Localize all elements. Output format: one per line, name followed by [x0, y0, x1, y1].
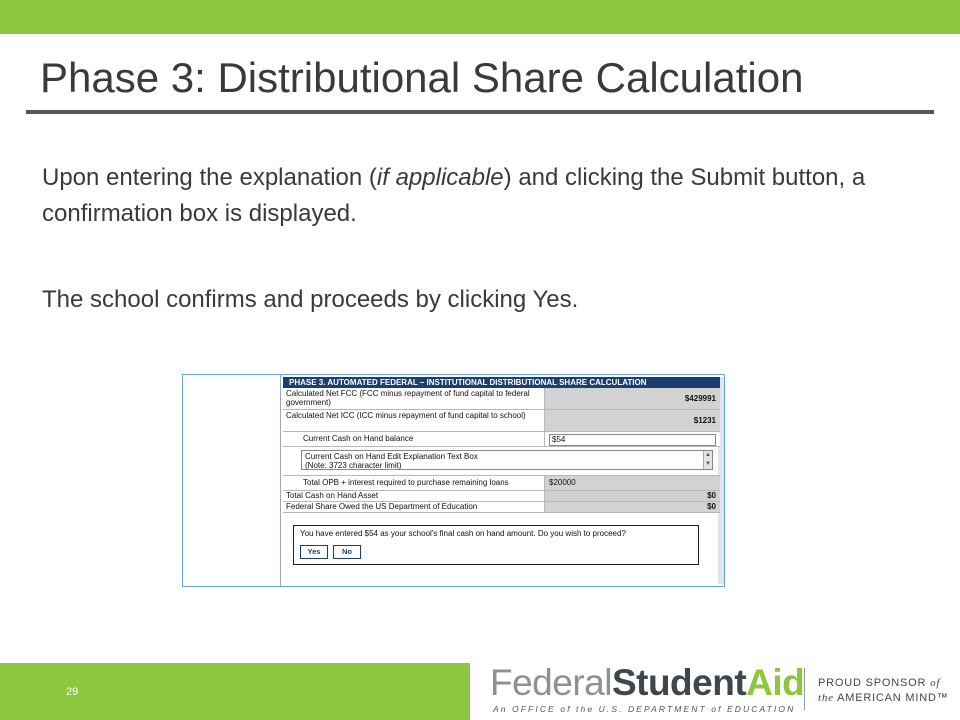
logo-divider — [804, 668, 805, 710]
cash-on-hand-label: Current Cash on Hand balance — [283, 432, 545, 446]
explanation-row — [283, 447, 720, 476]
textarea-line-2: (Note: 3723 character limit) — [305, 461, 402, 470]
total-cash-label: Total Cash on Hand Asset — [283, 491, 545, 501]
no-button[interactable]: No — [333, 545, 361, 559]
net-icc-label: Calculated Net ICC (ICC minus repayment of fund capital to school) — [283, 410, 545, 431]
table-row — [283, 410, 720, 432]
federal-share-value: $0 — [545, 502, 720, 512]
federal-student-aid-logo — [490, 660, 960, 720]
table-row — [283, 476, 720, 491]
table-row — [283, 432, 720, 447]
yes-button[interactable]: Yes — [300, 545, 328, 559]
calculation-table — [283, 377, 720, 513]
cash-on-hand-input[interactable]: $54 — [549, 434, 716, 446]
cash-on-hand-cell — [545, 432, 720, 446]
confirmation-dialog — [293, 525, 699, 565]
opb-value: $20000 — [545, 476, 720, 490]
confirmation-buttons — [300, 545, 692, 559]
paragraph-2: The school confirms and proceeds by clicking Yes. — [42, 286, 579, 313]
table-row — [283, 491, 720, 502]
net-fcc-value: $429991 — [545, 388, 720, 409]
scroll-up-icon[interactable]: ▲ — [705, 452, 711, 458]
slide-body — [42, 160, 902, 318]
slide-title: Phase 3: Distributional Share Calculation — [40, 54, 804, 101]
total-cash-value: $0 — [545, 491, 720, 501]
title-divider — [26, 110, 934, 114]
textarea-line-1: Current Cash on Hand Edit Explanation Text Box — [305, 452, 478, 461]
table-header: PHASE 3. AUTOMATED FEDERAL – INSTITUTIONAL DISTRIBUTIONAL SHARE CALCULATION — [283, 377, 720, 388]
table-row — [283, 502, 720, 513]
top-accent-bar — [0, 0, 960, 34]
federal-share-label: Federal Share Owed the US Department of Education — [283, 502, 545, 512]
sponsor-tagline: PROUD SPONSOR of the AMERICAN MIND™ — [818, 677, 949, 704]
opb-label: Total OPB + interest required to purchase remaining loans — [283, 476, 545, 490]
logo-subtitle: An OFFICE of the U.S. DEPARTMENT of EDUCATION — [493, 704, 796, 714]
explanation-textarea[interactable] — [301, 450, 713, 470]
confirmation-message: You have entered $54 as your school's final cash on hand amount. Do you wish to proceed? — [300, 529, 626, 538]
net-icc-value: $1231 — [545, 410, 720, 431]
embedded-screenshot — [182, 374, 725, 587]
textarea-scrollbar[interactable] — [703, 451, 712, 469]
scroll-down-icon[interactable]: ▼ — [705, 461, 711, 467]
logo-wordmark: FederalStudentAid — [490, 662, 805, 703]
table-row — [283, 388, 720, 410]
net-fcc-label: Calculated Net FCC (FCC minus repayment of fund capital to federal government) — [283, 388, 545, 409]
paragraph-1: Upon entering the explanation (if applicable) and clicking the Submit button, a confirmation box is displayed. — [42, 164, 866, 227]
page-number: 29 — [66, 686, 79, 698]
screenshot-left-pane — [183, 375, 281, 586]
